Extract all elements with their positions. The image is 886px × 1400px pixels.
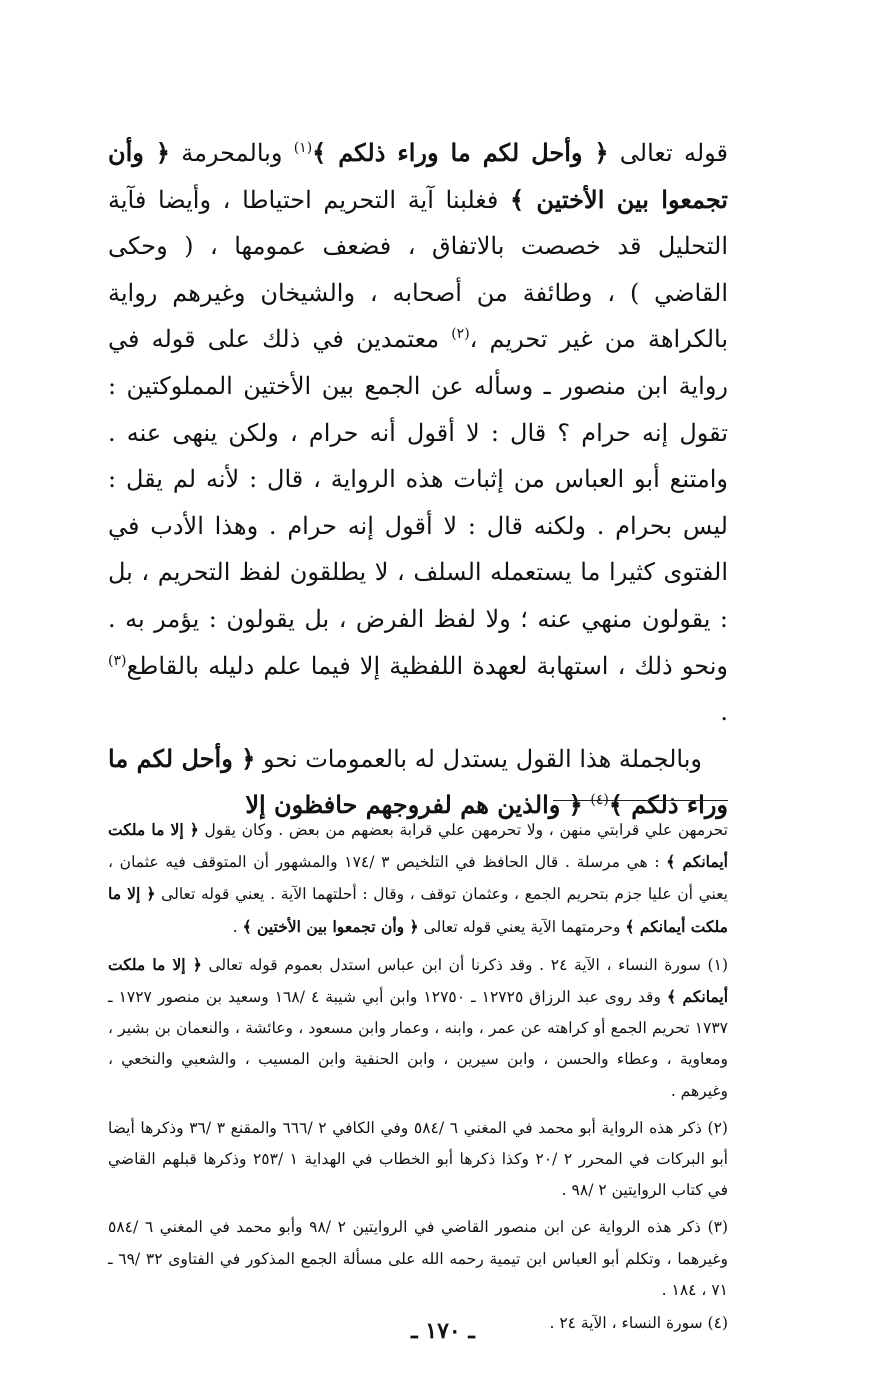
footnote-marker: (٤) — [590, 792, 609, 809]
text-run: وبالجملة هذا القول يستدل له بالعمومات نحو — [255, 744, 703, 773]
footnotes — [108, 812, 728, 1339]
quran-quote: ﴿ إلا ما ملكت أيمانكم ﴾ — [108, 884, 728, 936]
text-run: وحرمتهما الآية يعني قوله تعالى — [418, 917, 626, 936]
footnote-3 — [108, 1206, 728, 1306]
text-run: (٤) سورة النساء ، الآية ٢٤ . — [549, 1314, 728, 1333]
text-run: قوله تعالى — [608, 139, 729, 167]
footnote-separator — [553, 800, 728, 801]
quran-quote: ﴿ وأحل لكم ما وراء ذلكم ﴾ — [108, 743, 728, 820]
footnote-marker: (٣) — [108, 652, 127, 669]
main-paragraph-1 — [108, 130, 728, 736]
footnote-marker: (١) — [293, 140, 313, 156]
quran-quote: ﴿ وأحل لكم ما وراء ذلكم ﴾ — [312, 138, 609, 167]
quran-quote: ﴿ وأن تجمعوا بين الأختين ﴾ — [242, 916, 419, 936]
text-run: . — [232, 917, 243, 936]
footnote-2 — [108, 1107, 728, 1207]
text-run: (٢) ذكر هذه الرواية أبو محمد في المغني ٦ /٥٨٤ وفي الكافي ٢ /٦٦٦ والمقنع ٣ /٣٦ وذكرها أيضا أبو البركات في المحرر ٢ /٢٠ وكذا ذكرها أبو الخطاب في الهداية ١ /٢٥٣ وذكرها قبلهم القاضي في كتاب الروايتين ٢ /٩٨ . — [108, 1118, 728, 1200]
text-run: (١) سورة النساء ، الآية ٢٤ . وقد ذكرنا أن ابن عباس استدل بعموم قوله تعالى — [201, 955, 728, 974]
text-run: معتمدين في ذلك على قوله في رواية ابن منصور ـ وسأله عن الجمع بين الأختين المملوكتين : تقول إنه حرام ؟ قال : لا أقول أنه حرام ، ولكن ينهى عنه . وامتنع أبو العباس من إثبات هذه الرواية ، قال : لأنه لم يقل : ليس بحرام . ولكنه قال : لا أقول إنه حرام . وهذا الأدب في الفتوى كثيرا ما يستعمله السلف ، لا يطلقون لفظ التحريم ، بل : يقولون منهي عنه ؛ ولا لفظ الفرض ، بل يقولون : يؤمر به . ونحو ذلك ، استهابة لعهدة اللفظية إلا فيما علم دليله بالقاطع — [108, 325, 728, 680]
quran-quote: ﴿ وأن تجمعوا بين الأختين ﴾ — [108, 138, 728, 214]
footnote-1 — [108, 943, 728, 1107]
quran-quote: ﴿ إلا ما ملكت أيمانكم ﴾ — [108, 954, 728, 1007]
quran-quote: ﴿ والذين هم لفروجهم حافظون إلا — [245, 790, 583, 820]
text-run: : هي مرسلة . قال الحافظ في التلخيص ٣ /١٧٤ والمشهور أن المتوقف فيه عثمان ، يعني أن عليا جزم بتحريم الجمع ، وعثمان توقف ، وقال : أحلتهما الآية . يعني قوله تعالى — [108, 853, 728, 904]
text-run: وقد روى عبد الرزاق ١٢٧٢٥ ـ ١٢٧٥٠ وابن أبي شيبة ٤ /١٦٨ وسعيد بن منصور ١٧٢٧ ـ ١٧٣٧ تحريم الجمع أو كراهته عن عمر ، وابنه ، وعمار وابن مسعود ، وعائشة ، والنعمان بن بشير ، ومعاوية ، وعطاء والحسن ، وابن سيرين ، وابن الحنفية وابن المسيب ، والشعبي والنخعي ، وغيرهم . — [108, 988, 728, 1100]
text-run: (٣) ذكر هذه الرواية عن ابن منصور القاضي في الروايتين ٢ /٩٨ وأبو محمد في المغني ٦ /٥٨٤ وغيرهما ، وتكلم أبو العباس ابن تيمية رحمه الله على مسألة الجمع المذكور في الفتاوى ٣٢ /٦٩ ـ ٧١ ، ١٨٤ . — [108, 1218, 729, 1299]
page-number: ـ ١٧٠ ـ — [411, 1318, 475, 1344]
footnote-continuation — [108, 812, 728, 943]
quran-quote: ﴿ إلا ما ملكت أيمانكم ﴾ — [108, 820, 728, 872]
main-text — [108, 130, 728, 829]
text-run: فغلبنا آية التحريم احتياطا ، وأيضا فآية التحليل قد خصصت بالاتفاق ، فضعف عمومها ، ( وحكى القاضي ) ، وطائفة من أصحابه ، والشيخان وغيرهم رواية بالكراهة من غير تحريم ، — [108, 185, 729, 354]
text-run: تحرمهن علي قرابتي منهن ، ولا تحرمهن علي قرابة بعضهم من بعض . وكان يقول — [198, 821, 728, 839]
text-run: . — [720, 698, 728, 727]
footnote-marker: (٢) — [451, 326, 470, 343]
text-run: وبالمحرمة — [169, 139, 294, 167]
